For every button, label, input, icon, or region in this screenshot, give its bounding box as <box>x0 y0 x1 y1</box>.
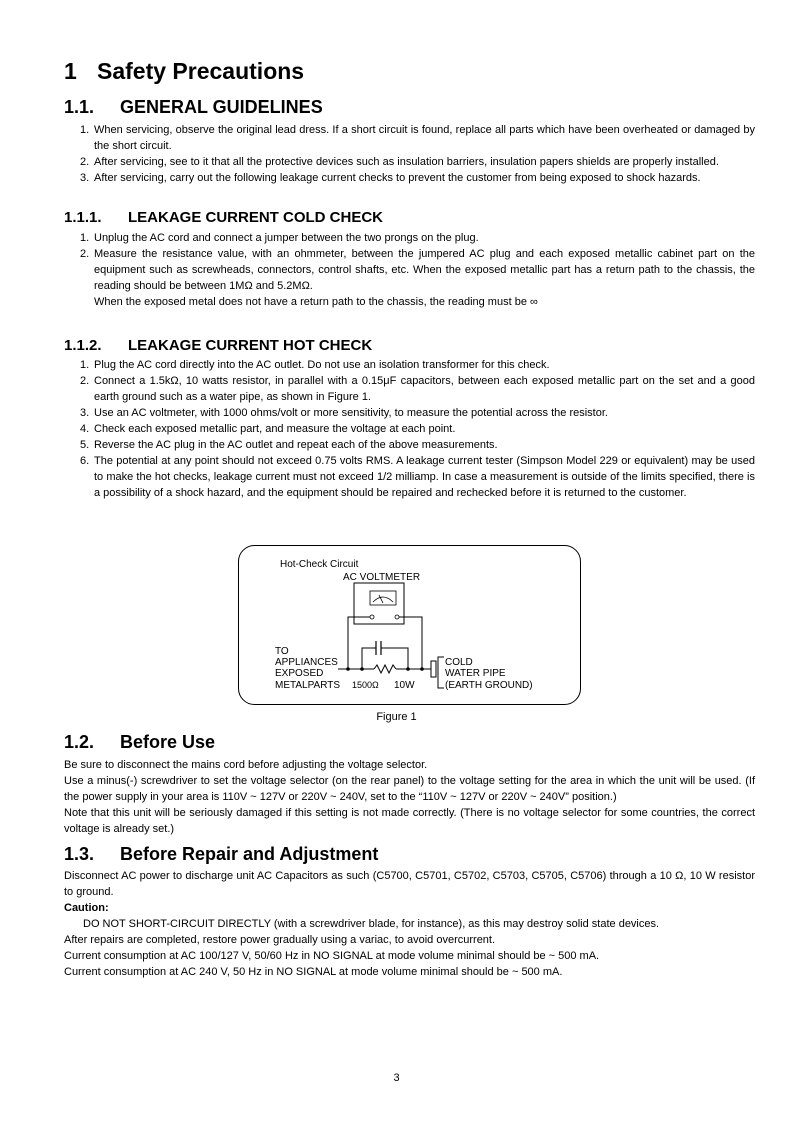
figure-title: Hot-Check Circuit <box>280 559 359 570</box>
resistor-value: 1500Ω <box>352 680 379 690</box>
section-number: 1.3. <box>64 844 95 864</box>
list-item <box>64 421 755 437</box>
label-cold: COLD <box>445 657 473 668</box>
section-number: 1.1.1. <box>64 209 102 226</box>
section-1-2-heading <box>64 732 215 753</box>
section-number: 1.2. <box>64 732 95 752</box>
section-title: Before Repair and Adjustment <box>120 844 379 864</box>
voltmeter-box <box>354 583 404 624</box>
before-use-text <box>64 757 755 837</box>
section-1-1-2-heading <box>64 337 372 354</box>
list-item <box>64 405 755 421</box>
right-lead-wire <box>399 617 422 669</box>
list-text: After servicing, see to it that all the protective devices such as insulation barriers, insulation papers shields are properly installed. <box>94 156 719 168</box>
voltmeter-terminal-left <box>370 615 374 619</box>
list-item <box>64 437 755 453</box>
list-number: 5. <box>80 439 90 451</box>
left-lead-wire <box>348 617 370 669</box>
resistor-watts: 10W <box>394 680 415 691</box>
list-number: 1. <box>80 232 90 244</box>
paragraph: Note that this unit will be seriously damaged if this setting is not made correctly. (There is no voltage selector for some countries, the correct voltage is already set.) <box>64 807 755 835</box>
voltmeter-needle <box>379 595 383 603</box>
list-number: 6. <box>80 455 90 467</box>
list-item <box>64 373 755 405</box>
probe-symbol <box>431 661 436 677</box>
paragraph: Current consumption at AC 240 V, 50 Hz in NO SIGNAL at mode volume minimal should be ~ 500 mA. <box>64 966 563 978</box>
capacitor-wire-left <box>362 648 376 669</box>
general-guidelines-list <box>64 122 755 186</box>
section-1-3-heading <box>64 844 378 865</box>
caution-label: Caution: <box>64 902 109 914</box>
paragraph: After repairs are completed, restore power gradually using a variac, to avoid overcurrent. <box>64 934 496 946</box>
label-appliances: APPLIANCES <box>275 657 338 668</box>
section-title: Before Use <box>120 732 216 752</box>
list-item <box>64 453 755 501</box>
voltmeter-scale-arc <box>373 597 393 602</box>
section-title: LEAKAGE CURRENT HOT CHECK <box>128 337 373 354</box>
list-number: 3. <box>80 172 90 184</box>
list-item <box>64 246 755 294</box>
section-1-1-heading <box>64 97 323 118</box>
section-title: GENERAL GUIDELINES <box>120 97 323 117</box>
section-number: 1.1. <box>64 97 95 117</box>
label-earth-ground: (EARTH GROUND) <box>445 680 533 691</box>
junction-dot <box>346 667 350 671</box>
cold-check-note: When the exposed metal does not have a return path to the chassis, the reading must be ∞ <box>94 296 538 308</box>
before-repair-text <box>64 868 755 980</box>
water-pipe-bracket <box>438 657 444 688</box>
list-text: The potential at any point should not exceed 0.75 volts RMS. A leakage current tester (Simpson Model 229 or equivalent) may be used to make the hot checks, leakage current must not exceed 1/2 milliamp. In case a measurement is outside of the limits specified, there is a possibility of a shock hazard, and the equipment should be repaired and rechecked before it is returned to the customer. <box>94 455 755 499</box>
junction-dot <box>420 667 424 671</box>
voltmeter-label: AC VOLTMETER <box>343 572 421 583</box>
list-item <box>64 230 755 246</box>
paragraph: Use a minus(-) screwdriver to set the voltage selector (on the rear panel) to the voltage setting for the area in which the unit will be used. (If the power supply in your area is 110V ~ 127V or 220V ~ 240V, set to the “110V ~ 127V or 220V ~ 240V” position.) <box>64 775 755 803</box>
page-number: 3 <box>393 1072 400 1084</box>
list-text: Reverse the AC plug in the AC outlet and repeat each of the above measurements. <box>94 439 498 451</box>
resistor-symbol <box>374 665 396 673</box>
cold-check-list <box>64 230 755 310</box>
list-number: 1. <box>80 359 90 371</box>
caution-text: DO NOT SHORT-CIRCUIT DIRECTLY (with a screwdriver blade, for instance), as this may destroy solid state devices. <box>83 918 660 930</box>
section-number: 1.1.2. <box>64 337 102 354</box>
label-to: TO <box>275 646 289 657</box>
list-item <box>64 170 755 186</box>
list-text: Check each exposed metallic part, and measure the voltage at each point. <box>94 423 456 435</box>
page-title-text: Safety Precautions <box>97 58 305 84</box>
page-title <box>64 58 304 85</box>
voltmeter-terminal-right <box>395 615 399 619</box>
list-text: Unplug the AC cord and connect a jumper between the two prongs on the plug. <box>94 232 479 244</box>
figure-caption: Figure 1 <box>376 711 417 723</box>
label-metalparts: METALPARTS <box>275 680 341 691</box>
list-text: When servicing, observe the original lead dress. If a short circuit is found, replace all parts which have been overheated or damaged by the short circuit. <box>94 124 755 152</box>
paragraph: Be sure to disconnect the mains cord before adjusting the voltage selector. <box>64 759 428 771</box>
list-number: 3. <box>80 407 90 419</box>
paragraph: Disconnect AC power to discharge unit AC Capacitors as such (C5700, C5701, C5702, C5703, C5705, C5706) through a 10 Ω, 10 W resistor to ground. <box>64 870 755 898</box>
hot-check-circuit-figure <box>238 545 581 705</box>
section-title: LEAKAGE CURRENT COLD CHECK <box>128 209 383 226</box>
list-text: Connect a 1.5kΩ, 10 watts resistor, in parallel with a 0.15μF capacitors, between each exposed metallic part on the set and a good earth ground such as a water pipe, as shown in Figure 1. <box>94 375 755 403</box>
hot-check-list <box>64 357 755 501</box>
list-text: Use an AC voltmeter, with 1000 ohms/volt or more sensitivity, to measure the potential across the resistor. <box>94 407 608 419</box>
list-number: 1. <box>80 124 90 136</box>
list-text: After servicing, carry out the following leakage current checks to prevent the customer from being exposed to shock hazards. <box>94 172 701 184</box>
junction-dot <box>360 667 364 671</box>
list-text: Measure the resistance value, with an ohmmeter, between the jumpered AC plug and each exposed metallic cabinet part on the equipment such as screwheads, connectors, control shafts, etc. When the exposed metallic part has a return path to the chassis, the reading should be between 1MΩ and 5.2MΩ. <box>94 248 755 292</box>
page-title-number: 1 <box>64 58 77 84</box>
list-number: 2. <box>80 248 90 260</box>
label-water-pipe: WATER PIPE <box>445 668 506 679</box>
label-exposed: EXPOSED <box>275 668 324 679</box>
list-number: 2. <box>80 375 90 387</box>
list-item <box>64 154 755 170</box>
list-number: 4. <box>80 423 90 435</box>
list-item <box>64 357 755 373</box>
list-number: 2. <box>80 156 90 168</box>
paragraph: Current consumption at AC 100/127 V, 50/60 Hz in NO SIGNAL at mode volume minimal should be ~ 500 mA. <box>64 950 600 962</box>
section-1-1-1-heading <box>64 209 383 226</box>
junction-dot <box>406 667 410 671</box>
hot-check-circuit-diagram <box>238 545 581 705</box>
list-item <box>64 122 755 154</box>
list-text: Plug the AC cord directly into the AC outlet. Do not use an isolation transformer for this check. <box>94 359 550 371</box>
